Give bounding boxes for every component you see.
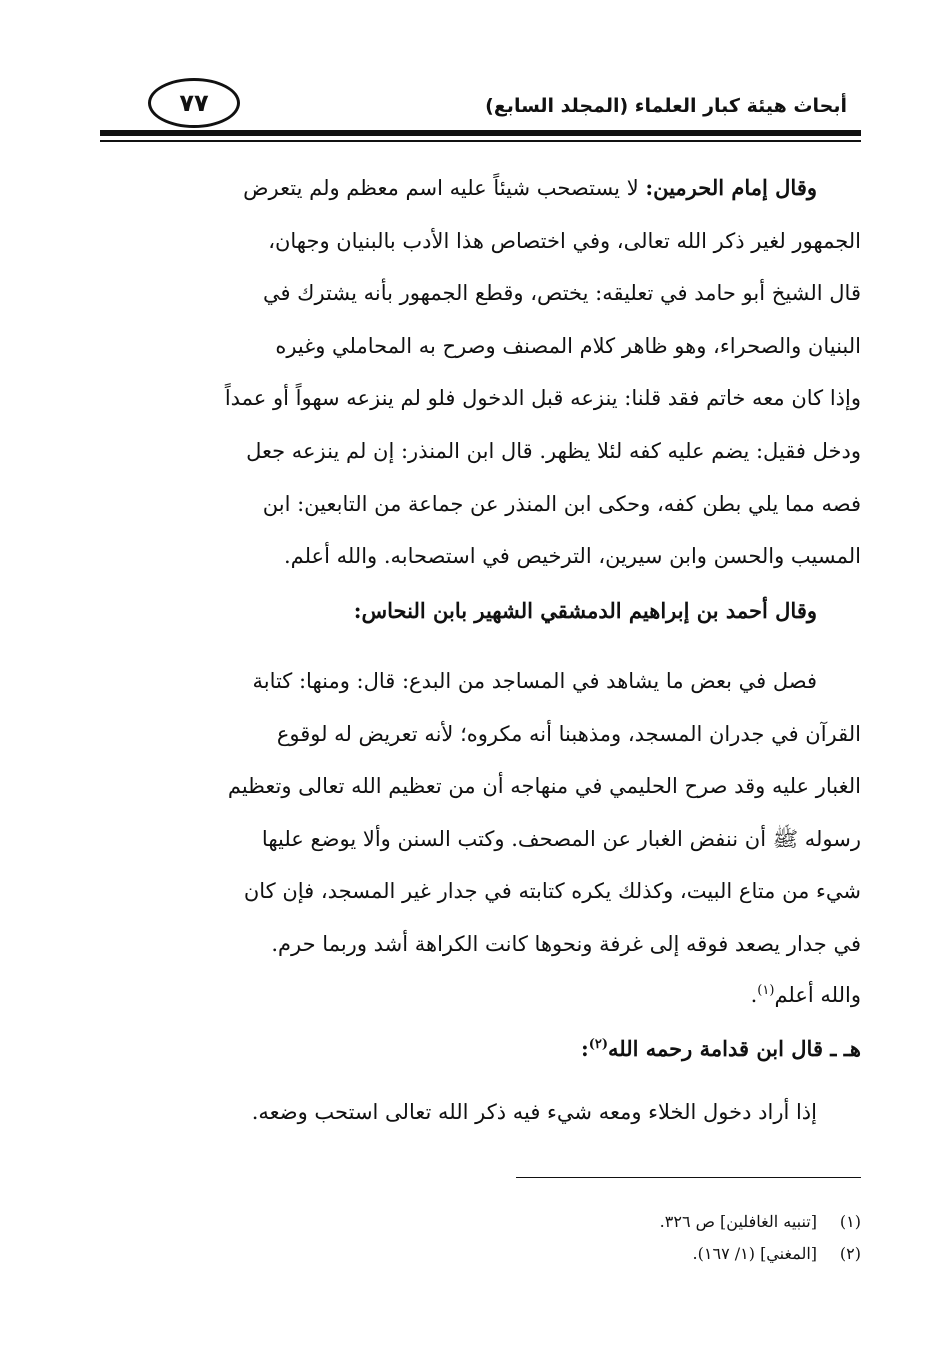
footnotes xyxy=(100,1206,861,1270)
paragraph-line: المسيب والحسن وابن سيرين، الترخيص في استصحابه. والله أعلم. xyxy=(283,544,861,569)
footnote-separator xyxy=(516,1177,861,1178)
footnote-number: (٢) xyxy=(839,1244,861,1263)
paragraph-lead: وقال إمام الحرمين: xyxy=(645,175,817,200)
paragraph-line: الغبار عليه وقد صرح الحليمي في منهاجه أن من تعظيم الله تعالى وتعظيم xyxy=(227,774,861,799)
heading-end: : xyxy=(580,1036,589,1061)
paragraph-line: فصه مما يلي بطن كفه، وحكى ابن المنذر عن جماعة من التابعين: ابن xyxy=(262,491,861,516)
footnote xyxy=(100,1238,861,1270)
paragraph-last-line xyxy=(100,971,861,1011)
header-rule-thick xyxy=(100,130,861,136)
section-heading-2 xyxy=(100,1036,861,1061)
paragraph-line: البنيان والصحراء، وهو ظاهر كلام المصنف وصرح به المحاملي وغيره xyxy=(275,333,861,358)
page-number: ٧٧ xyxy=(179,89,209,117)
final-paragraph-text: إذا أراد دخول الخلاء ومعه شيء فيه ذكر الله تعالى استحب وضعه. xyxy=(251,1100,817,1124)
running-title: أبحاث هيئة كبار العلماء (المجلد السابع) xyxy=(485,95,847,117)
footnote-text: [المغني] (١/ ١٦٧). xyxy=(692,1244,817,1263)
page-number-oval xyxy=(148,78,240,128)
paragraph-line: وإذا كان معه خاتم فقد قلنا: ينزعه قبل الدخول فلو لم ينزعه سهواً أو عمداً xyxy=(224,386,861,411)
paragraph-line xyxy=(100,162,861,215)
footnote-ref-2[interactable]: (٢) xyxy=(588,1037,609,1052)
paragraph-last-line-text: والله أعلم xyxy=(774,982,861,1007)
paragraph-line: الجمهور لغير ذكر الله تعالى، وفي اختصاص هذا الأدب بالبنيان وجهان، xyxy=(268,228,861,253)
footnote-number: (١) xyxy=(839,1212,861,1231)
sentence-end: . xyxy=(750,982,758,1007)
paragraph-line-text: لا يستصحب شيئاً عليه اسم معظم ولم يتعرض xyxy=(243,176,646,200)
paragraph-line: شيء من متاع البيت، وكذلك يكره كتابته في جدار غير المسجد، فإن كان xyxy=(243,879,861,904)
header-rule-thin xyxy=(100,140,861,142)
final-paragraph xyxy=(100,1100,861,1124)
paragraph-1 xyxy=(100,162,861,583)
footnote xyxy=(100,1206,861,1238)
paragraph-line: ودخل فقيل: يضم عليه كفه لئلا يظهر. قال ابن المنذر: إن لم ينزعه جعل xyxy=(246,438,861,463)
paragraph-line: رسوله ﷺ أن ننفض الغبار عن المصحف. وكتب السنن وألا يوضع عليها xyxy=(261,826,861,851)
section-heading-2-text: هـ ـ قال ابن قدامة رحمه الله xyxy=(608,1036,861,1061)
paragraph-line: القرآن في جدران المسجد، ومذهبنا أنه مكروه؛ لأنه تعريض له لوقوع xyxy=(276,721,861,746)
paragraph-line: في جدار يصعد فوقه إلى غرفة ونحوها كانت الكراهة أشد وربما حرم. xyxy=(271,931,861,956)
paragraph-2 xyxy=(100,655,861,1011)
paragraph-line xyxy=(100,655,861,708)
paragraph-line-text: فصل في بعض ما يشاهد في المساجد من البدع: قال: ومنها: كتابة xyxy=(252,669,817,693)
footnote-ref-1[interactable]: (١) xyxy=(757,982,775,998)
section-heading-text: وقال أحمد بن إبراهيم الدمشقي الشهير بابن النحاس: xyxy=(353,598,817,623)
section-heading xyxy=(100,598,861,623)
footnote-text: [تنبيه الغافلين] ص ٣٢٦. xyxy=(659,1212,817,1231)
paragraph-line: قال الشيخ أبو حامد في تعليقه: يختص، وقطع الجمهور بأنه يشترك في xyxy=(262,281,861,306)
